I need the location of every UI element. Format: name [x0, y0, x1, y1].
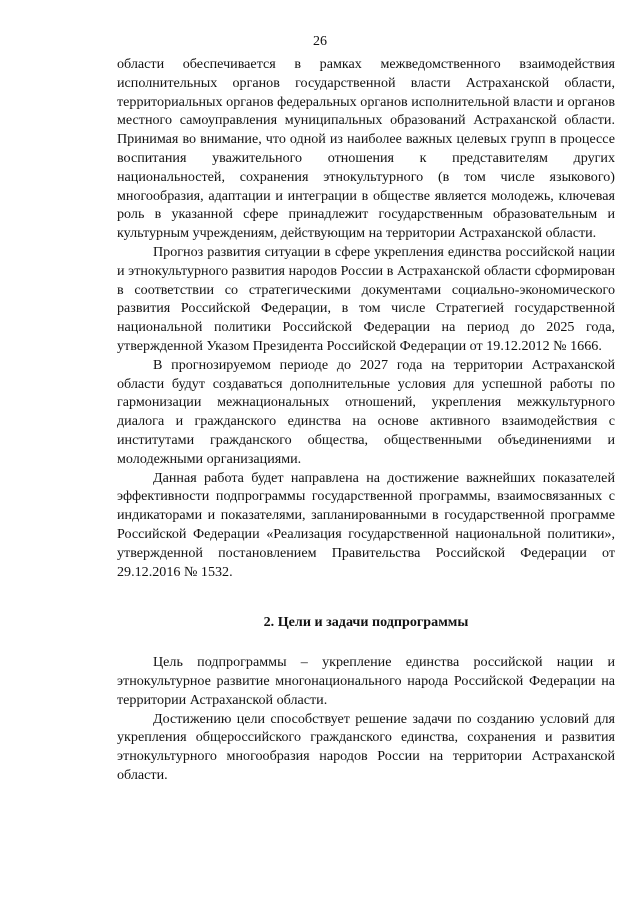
- paragraph-task: Достижению цели способствует решение задачи по созданию условий для укрепления общероссийского гражданского единства, сохранения и развития этнокультурного многообразия народов России на территории Астраханской области.: [117, 710, 615, 783]
- paragraph-indicators: Данная работа будет направлена на достижение важнейших показателей эффективности подпрограммы государственной программы, взаимосвязанных с индикаторами и показателями, запланированными в государственной программе Российской Федерации «Реализация государственной национальной политики», утвержденной постановлением Правительства Российской Федерации от 29.12.2016 № 1532.: [117, 469, 615, 580]
- paragraph-forecast-period: В прогнозируемом периоде до 2027 года на территории Астраханской области будут создаваться дополнительные условия для успешной работы по гармонизации межнациональных отношений, укрепления межкультурного диалога и гражданского единства на основе активного взаимодействия с институтами гражданского общества, общественными объединениями и молодежными организациями.: [117, 356, 615, 467]
- page-content: [117, 55, 615, 785]
- paragraph-forecast: Прогноз развития ситуации в сфере укрепления единства российской нации и этнокультурного развития народов России в Астраханской области сформирован в соответствии со стратегическими документами социально-экономического развития Российской Федерации, в том числе Стратегией государственной национальной политики Российской Федерации на период до 2025 года, утвержденной Указом Президента Российской Федерации от 19.12.2012 № 1666.: [117, 243, 615, 354]
- page-number: 26: [313, 34, 327, 49]
- section-heading: 2. Цели и задачи подпрограммы: [263, 614, 469, 631]
- paragraph-goal: Цель подпрограммы – укрепление единства российской нации и этнокультурное развитие многонационального народа Российской Федерации на территории Астраханской области.: [117, 654, 615, 708]
- paragraph-continuation: области обеспечивается в рамках межведомственного взаимодействия исполнительных органов государственной власти Астраханской области, территориальных органов федеральных органов исполнительной власти и органов местного самоуправления муниципальных образований Астраханской области. Принимая во внимание, что одной из наиболее важных целевых групп в процессе воспитания уважительного отношения к представителям других национальностей, сохранения этнокультурного (в том числе языкового) многообразия, адаптации и интеграции в обществе является молодежь, ключевая роль в указанной сфере принадлежит государственным образовательным и культурным учреждениям, действующим на территории Астраханской области.: [117, 56, 615, 242]
